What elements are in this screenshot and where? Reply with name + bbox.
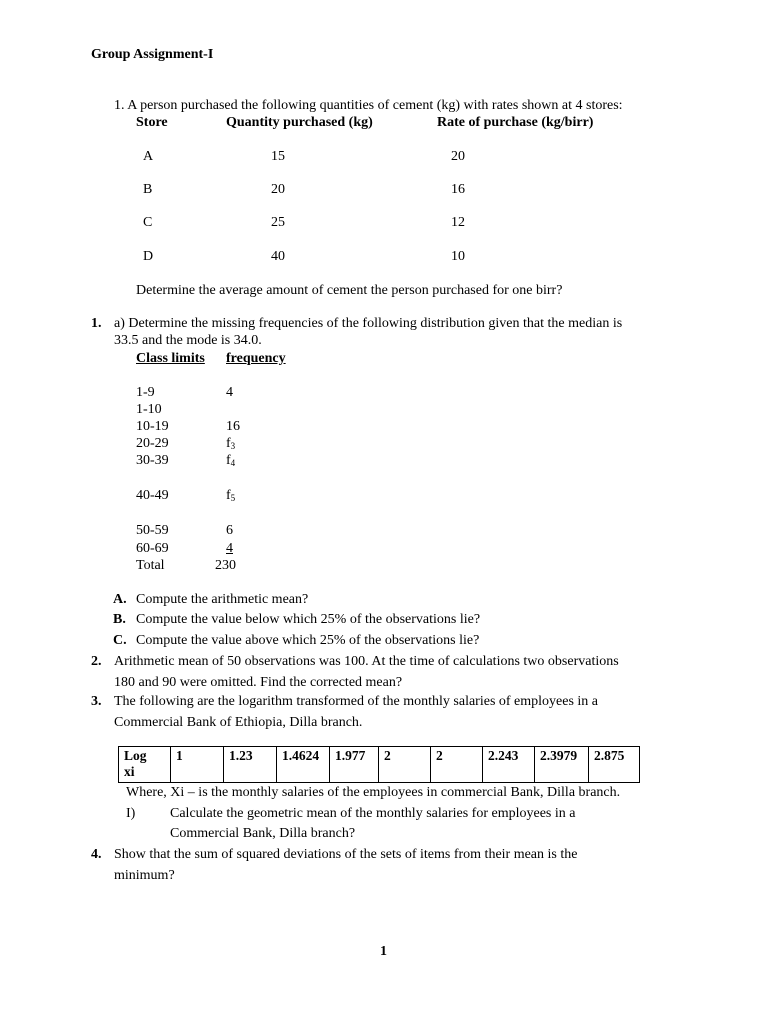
q1-row-rate: 12: [451, 215, 465, 230]
q1-row-quantity: 25: [271, 215, 285, 230]
q1-question: Determine the average amount of cement the person purchased for one birr?: [136, 283, 563, 298]
log-salary-table: [118, 746, 640, 783]
q1-row-store: D: [143, 249, 154, 264]
q2-class-limit: 20-29: [136, 436, 169, 451]
q1-row-quantity: 20: [271, 182, 285, 197]
q1-row-store: B: [143, 182, 153, 197]
q5-line1: Show that the sum of squared deviations of the sets of items from their mean is the: [114, 847, 578, 862]
table-cell: 1.977: [330, 747, 379, 783]
q4-line2: Commercial Bank of Ethiopia, Dilla branch.: [114, 715, 363, 730]
q2-frequency-missing: $f_4$: [226, 453, 236, 468]
q1-header-store: Store: [136, 115, 168, 130]
q1-prompt: 1. A person purchased the following quantities of cement (kg) with rates shown at 4 stores:: [114, 98, 623, 113]
q4-sub-label: I): [126, 806, 136, 821]
q2-class-limit: 10-19: [136, 419, 169, 434]
q2-class-limit: 40-49: [136, 488, 169, 503]
q2-class-limit: 50-59: [136, 523, 169, 538]
table-cell: 1: [171, 747, 224, 783]
table-cell: 2: [431, 747, 483, 783]
q2-class-limit: 1-9: [136, 385, 155, 400]
q2-frequency: 4: [226, 541, 233, 556]
q2-line1: a) Determine the missing frequencies of the following distribution given that the median is: [114, 316, 623, 331]
q2-frequency: 6: [226, 523, 233, 538]
q2-frequency-missing: $f_3$: [226, 436, 236, 451]
table-cell: 2.3979: [535, 747, 589, 783]
q2-header-class: Class limits: [136, 351, 205, 366]
q2-class-limit: 60-69: [136, 541, 169, 556]
q2-frequency-missing: $f_5$: [226, 488, 236, 503]
q4-line1: The following are the logarithm transformed of the monthly salaries of employees in a: [114, 694, 599, 709]
q2-frequency: 16: [226, 419, 240, 434]
document-title: Group Assignment-I: [91, 47, 214, 62]
q1-row-quantity: 40: [271, 249, 285, 264]
q4-number: 3.: [91, 694, 102, 709]
table-cell: 2.243: [483, 747, 535, 783]
q2-total-label: Total: [136, 558, 165, 573]
q5-number: 4.: [91, 847, 102, 862]
q1-header-rate: Rate of purchase (kg/birr): [437, 115, 594, 130]
q1-row-rate: 16: [451, 182, 465, 197]
table-cell: 1.23: [224, 747, 277, 783]
q2-part-label: B.: [113, 612, 126, 627]
q4-sub-line1: Calculate the geometric mean of the monthly salaries for employees in a: [170, 806, 576, 821]
q1-header-quantity: Quantity purchased (kg): [226, 115, 373, 130]
q2-class-limit: 30-39: [136, 453, 169, 468]
q2-number: 1.: [91, 316, 102, 331]
q2-part-text: Compute the value below which 25% of the observations lie?: [136, 612, 481, 627]
q3-line1: Arithmetic mean of 50 observations was 100. At the time of calculations two observations: [114, 654, 619, 669]
q2-line2: 33.5 and the mode is 34.0.: [114, 333, 262, 348]
q1-row-store: C: [143, 215, 153, 230]
q3-number: 2.: [91, 654, 102, 669]
q1-row-store: A: [143, 149, 154, 164]
q1-row-rate: 10: [451, 249, 465, 264]
q1-row-quantity: 15: [271, 149, 285, 164]
q2-total-value: 230: [215, 558, 236, 573]
q4-where: Where, Xi – is the monthly salaries of the employees in commercial Bank, Dilla branch.: [126, 785, 621, 800]
q2-part-label: C.: [113, 633, 127, 648]
q2-part-text: Compute the arithmetic mean?: [136, 592, 309, 607]
page-number: 1: [380, 944, 387, 959]
q2-header-frequency: frequency: [226, 351, 286, 366]
table-label-cell: Log xi: [119, 747, 171, 783]
q1-row-rate: 20: [451, 149, 465, 164]
q2-part-text: Compute the value above which 25% of the observations lie?: [136, 633, 480, 648]
q2-part-label: A.: [113, 592, 127, 607]
table-cell: 2.875: [589, 747, 640, 783]
q2-class-limit: 1-10: [136, 402, 162, 417]
q5-line2: minimum?: [114, 868, 175, 883]
q3-line2: 180 and 90 were omitted. Find the corrected mean?: [114, 675, 403, 690]
table-row: [119, 747, 640, 783]
table-cell: 2: [379, 747, 431, 783]
table-cell: 1.4624: [277, 747, 330, 783]
q2-frequency: 4: [226, 385, 233, 400]
q4-sub-line2: Commercial Bank, Dilla branch?: [170, 826, 356, 841]
